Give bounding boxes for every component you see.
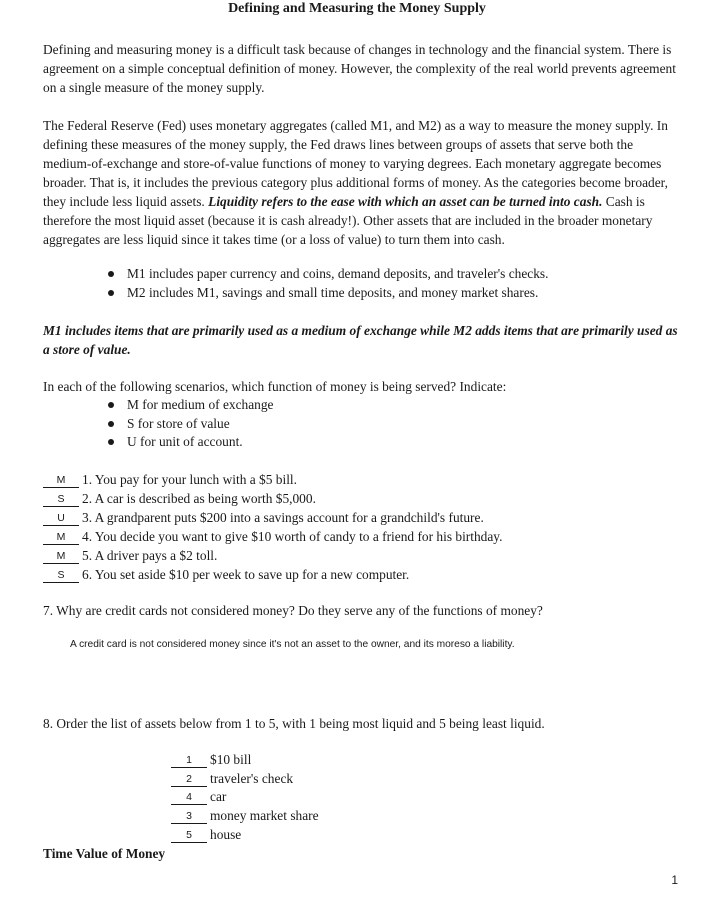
asset-ranking-list (171, 751, 319, 844)
scenario-row (43, 565, 502, 584)
question-8: 8. Order the list of assets below from 1 to 5, with 1 being most liquid and 5 being least liquid. (43, 716, 545, 731)
fed-text-2: Cash is therefore the most liquid asset (because it is cash already!). Other assets that are included in the broader monetary aggregates are less liquid since it takes time (or a loss of value) to turn them into cash. (43, 194, 653, 247)
list-item: M1 includes paper currency and coins, demand deposits, and traveler's checks. (108, 265, 548, 284)
asset-row (171, 770, 319, 789)
answer-blank[interactable]: M (43, 531, 79, 545)
scenario-text: 6. You set aside $10 per week to save up for a new computer. (82, 567, 410, 582)
intro-paragraph: Defining and measuring money is a difficult task because of changes in technology and the financial system. There is agreement on a simple conceptual definition of money. However, the complexity of the real world prevents agreement on a single measure of the money supply. (43, 42, 676, 95)
list-item: M for medium of exchange (108, 396, 274, 415)
rank-blank[interactable]: 5 (171, 829, 207, 843)
asset-row (171, 807, 319, 826)
scenario-row (43, 546, 502, 565)
scenario-text: 1. You pay for your lunch with a $5 bill. (82, 472, 297, 487)
section-heading: Time Value of Money (43, 846, 166, 861)
liquidity-definition: Liquidity refers to the ease with which an asset can be turned into cash. (208, 194, 603, 209)
question-7-answer[interactable]: A credit card is not considered money since it's not an asset to the owner, and its moreso a liability. (70, 639, 515, 650)
scenario-text: 5. A driver pays a $2 toll. (82, 548, 218, 563)
scenario-text: 4. You decide you want to give $10 worth of candy to a friend for his birthday. (82, 529, 503, 544)
rank-blank[interactable]: 1 (171, 754, 207, 768)
scenario-row (43, 527, 502, 546)
aggregates-list (108, 265, 548, 302)
asset-row (171, 788, 319, 807)
page-number: 1 (671, 873, 678, 887)
asset-name: $10 bill (210, 752, 252, 767)
list-item: U for unit of account. (108, 433, 274, 452)
summary-statement: M1 includes items that are primarily used as a medium of exchange while M2 adds items that are primarily used as a store of value. (43, 323, 678, 357)
answer-blank[interactable]: M (43, 474, 79, 488)
scenario-row (43, 470, 502, 489)
scenario-prompt: In each of the following scenarios, which function of money is being served? Indicate: (43, 379, 507, 394)
answer-blank[interactable]: M (43, 550, 79, 564)
list-item: S for store of value (108, 415, 274, 434)
scenario-text: 2. A car is described as being worth $5,000. (82, 491, 316, 506)
fed-paragraph (43, 116, 683, 249)
functions-list (108, 396, 274, 452)
rank-blank[interactable]: 3 (171, 810, 207, 824)
answer-blank[interactable]: S (43, 569, 79, 583)
list-item: M2 includes M1, savings and small time deposits, and money market shares. (108, 284, 548, 303)
asset-name: traveler's check (210, 770, 294, 786)
answer-blank[interactable]: S (43, 493, 79, 507)
answer-blank[interactable]: U (43, 512, 79, 526)
asset-row (171, 751, 319, 770)
rank-blank[interactable]: 2 (171, 773, 207, 787)
asset-name: house (210, 826, 242, 842)
scenario-row (43, 489, 502, 508)
asset-row (171, 826, 319, 845)
page-title: Defining and Measuring the Money Supply (228, 1, 486, 16)
scenario-list (43, 470, 502, 584)
fed-text-1: The Federal Reserve (Fed) uses monetary aggregates (called M1, and M2) as a way to measure the money supply. In defining these measures of the money supply, the Fed draws lines between groups of assets that serve both the medium-of-exchange and store-of-value functions of money to varying degrees. Each monetary aggregate becomes broader. That is, it includes the previous category plus additional forms of money. As the categories become broader, they include less liquid assets. (43, 118, 668, 209)
scenario-text: 3. A grandparent puts $200 into a savings account for a grandchild's future. (82, 510, 484, 525)
asset-name: car (210, 789, 227, 805)
asset-name: money market share (210, 808, 319, 824)
question-7: 7. Why are credit cards not considered money? Do they serve any of the functions of money? (43, 603, 543, 618)
rank-blank[interactable]: 4 (171, 791, 207, 805)
scenario-row (43, 508, 502, 527)
